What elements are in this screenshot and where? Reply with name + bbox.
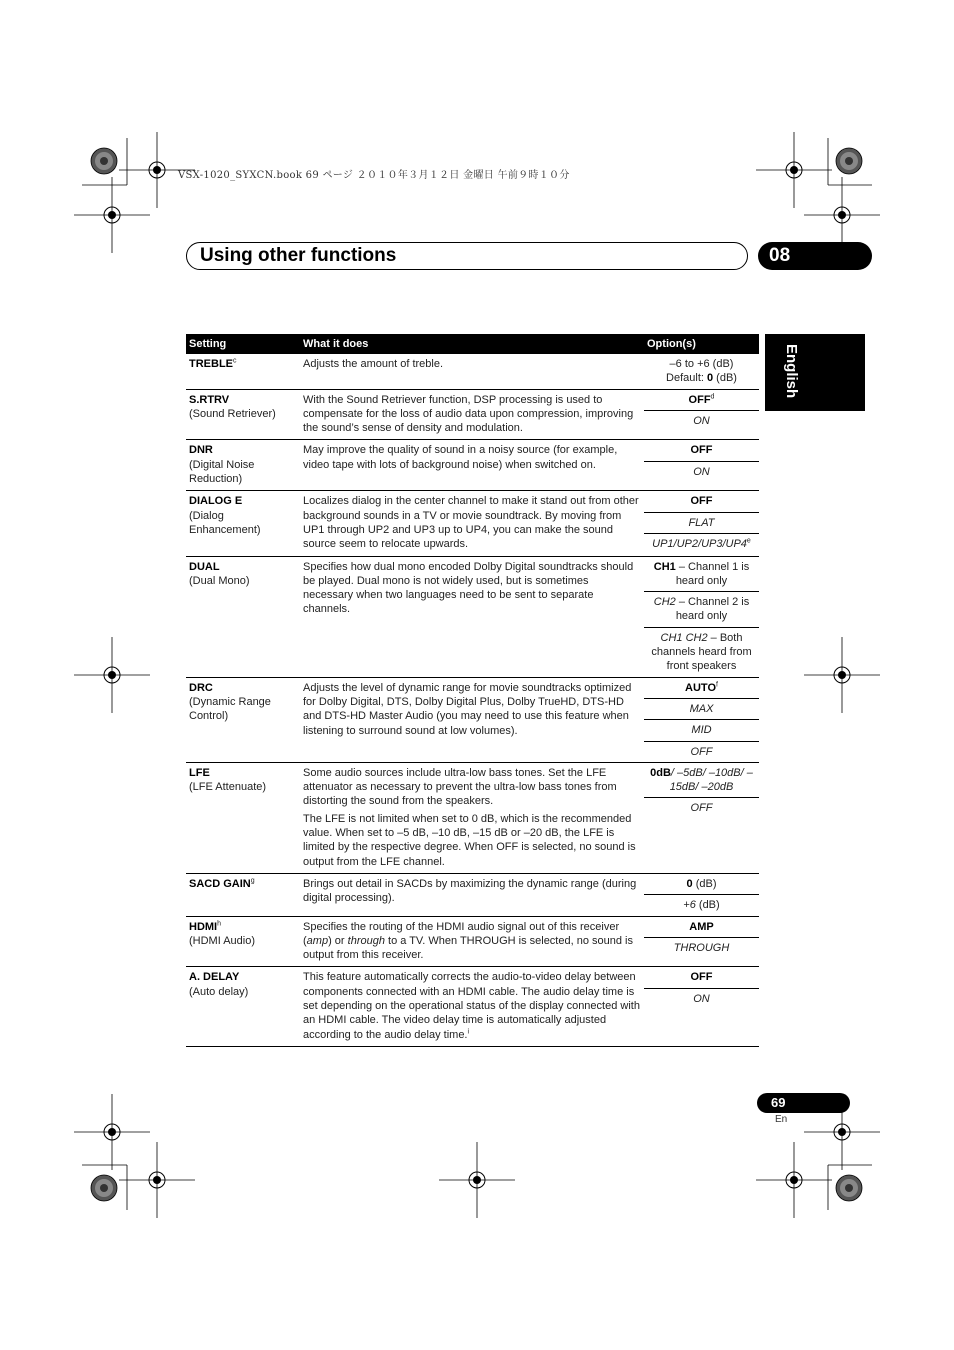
option-value: CH2 – Channel 2 is heard only [644, 592, 759, 628]
table-row [186, 677, 759, 762]
option-value: ON [693, 992, 710, 1005]
option-value: AUTO$^f$ [644, 678, 759, 699]
setting-subname: (Sound Retriever) [189, 407, 276, 420]
settings-table [186, 334, 759, 1047]
setting-description: Brings out detail in SACDs by maximizing the dynamic range (during digital processing). [300, 873, 644, 916]
setting-subname: (Dialog Enhancement) [189, 509, 261, 536]
chapter-badge [758, 242, 872, 270]
setting-description: Localizes dialog in the center channel to make it stand out from other background sounds in a TV or movie soundtrack. By moving from UP1 through UP2 and UP3 up to UP4, you can make the sound source seem to relocate upwards. [300, 491, 644, 556]
setting-description: Adjusts the level of dynamic range for movie soundtracks optimized for Dolby Digital, DTS, Dolby Digital Plus, Dolby TrueHD, DTS-HD and DTS-HD Master Audio (you may need to use this feature when listening to surround sound at low volumes). [300, 677, 644, 762]
option-value: ON [693, 414, 710, 427]
setting-description: Adjusts the amount of treble. [300, 354, 644, 389]
table-row [186, 491, 759, 556]
print-header: VSX-1020_SYXCN.book 69 ページ ２０１０年３月１２日 金曜日 午前９時１０分 [178, 170, 570, 181]
setting-name: DIALOG E [189, 495, 243, 508]
option-value: –6 to +6 (dB) Default: 0 (dB) [666, 358, 737, 385]
setting-description: Some audio sources include ultra-low bass tones. Set the LFE attenuator as necessary to prevent the ultra-low bass tones from distorting the sound from the speakers. The LFE is not limited when set to 0 dB, which is the recommended value. When set to –5 dB, –10 dB, –15 dB or –20 dB, the LFE is limited by the respective degree. When OFF is selected, no sound is output from the LFE channel. [300, 762, 644, 873]
table-row [186, 916, 759, 967]
setting-subname: (Digital Noise Reduction) [189, 458, 255, 486]
option-value: OFF$^d$ [644, 390, 759, 411]
option-value: THROUGH [673, 941, 730, 954]
option-value: OFF [644, 440, 759, 461]
header-options: Option(s) [644, 334, 759, 354]
footnote-marker: c [233, 357, 237, 365]
table-row [186, 440, 759, 491]
header-setting: Setting [186, 334, 300, 354]
setting-name: S.RTRV [189, 393, 230, 406]
setting-name: DRC [189, 681, 213, 694]
option-value: OFF [644, 967, 759, 988]
option-value: MAX [644, 699, 759, 720]
setting-subname: (Dynamic Range Control) [189, 695, 271, 723]
option-value: CH1 – Channel 1 is heard only [644, 557, 759, 593]
setting-subname: (Auto delay) [189, 985, 249, 998]
setting-description: Specifies the routing of the HDMI audio signal out of this receiver (amp) or through to a TV. When THROUGH is selected, no sound is output from this receiver. [300, 916, 644, 967]
option-value: ON [693, 465, 710, 478]
setting-name: SACD GAIN [189, 877, 251, 890]
table-row [186, 389, 759, 440]
option-value: OFF [644, 491, 759, 512]
setting-subname: (Dual Mono) [189, 574, 250, 587]
option-value: CH1 CH2 – Both channels heard from front speakers [651, 631, 752, 673]
page-number: 69 [771, 1095, 786, 1110]
setting-subname: (HDMI Audio) [189, 934, 256, 947]
setting-name: HDMI [189, 920, 218, 933]
table-row [186, 967, 759, 1046]
table-header-row [186, 334, 759, 354]
setting-description: This feature automatically corrects the audio-to-video delay between components connected with an HDMI cable. The audio delay time is set depending on the operational status of the display connected with an HDMI cable. The video delay time is automatically adjusted according to the audio delay time.$^i$ [300, 967, 644, 1046]
page-number-badge [757, 1093, 850, 1113]
option-value: AMP [644, 917, 759, 938]
setting-name: A. DELAY [189, 971, 240, 984]
table-row [186, 556, 759, 677]
setting-name: LFE [189, 766, 210, 779]
option-value: +6 (dB) [683, 899, 720, 912]
option-value: 0 (dB) [644, 874, 759, 895]
section-title-bar [186, 242, 748, 270]
setting-description: May improve the quality of sound in a noisy source (for example, video tape with lots of background noise) when switched on. [300, 440, 644, 491]
option-value: OFF [690, 745, 713, 758]
option-value: 0dB/ –5dB/ –10dB/ –15dB/ –20dB [644, 763, 759, 799]
option-value: FLAT [644, 513, 759, 534]
option-value: OFF [690, 802, 713, 815]
footnote-marker: h [217, 919, 222, 927]
chapter-number: 08 [769, 245, 791, 266]
setting-name: DNR [189, 444, 213, 457]
language-tab [765, 334, 865, 411]
setting-name: TREBLE [189, 358, 233, 370]
option-value: UP1/UP2/UP3/UP4e [652, 537, 751, 550]
language-tab-label: English [783, 344, 800, 399]
page-language: En [775, 1114, 788, 1125]
setting-description: Specifies how dual mono encoded Dolby Digital soundtracks should be played. Dual mono is not widely used, but is sometimes necessary when two languages need to be sent to separate channels. [300, 556, 644, 677]
setting-description: With the Sound Retriever function, DSP processing is used to compensate for the loss of audio data upon compression, improving the sound’s sense of density and modulation. [300, 389, 644, 440]
header-what-it-does: What it does [300, 334, 644, 354]
setting-name: DUAL [189, 560, 220, 573]
option-value: MID [644, 720, 759, 741]
table-row [186, 354, 759, 389]
setting-subname: (LFE Attenuate) [189, 781, 267, 794]
page-title: Using other functions [200, 245, 397, 266]
table-row [186, 873, 759, 916]
footnote-marker: g [250, 877, 255, 885]
table-row [186, 762, 759, 873]
